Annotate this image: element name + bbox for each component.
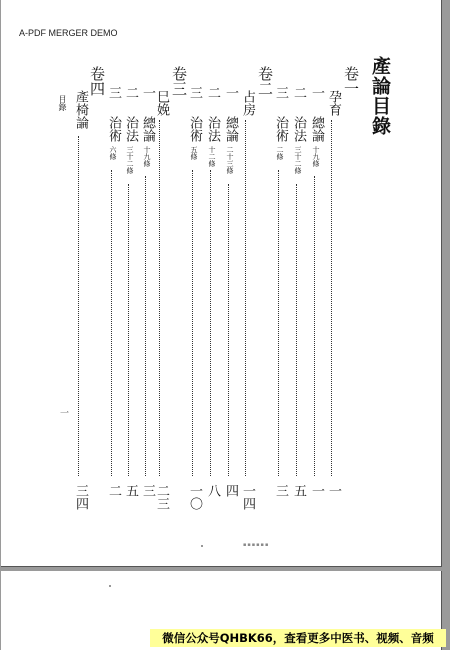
toc-entry-note: 二條 [276, 146, 284, 160]
promo-banner: 微信公众号QHBK66，查看更多中医书、视频、音频 [150, 629, 446, 647]
toc-entry-note: 六條 [109, 146, 117, 160]
toc-page-number: 一四 [240, 484, 255, 510]
toc-entry-note: 二十三條 [226, 146, 234, 174]
toc-entry-note: 三十二條 [294, 146, 302, 174]
toc-entry-text: 總論 [223, 116, 238, 142]
watermark: A-PDF MERGER DEMO [19, 28, 118, 38]
toc-leader [111, 170, 112, 476]
toc-leader [145, 176, 146, 476]
toc-page-number: 五 [123, 484, 138, 497]
toc-entry-number: 二 [123, 86, 138, 99]
toc-page-number: 五 [291, 484, 306, 497]
page-speck [201, 545, 203, 547]
toc-page-number: 三 [273, 484, 288, 497]
toc-page-number: 四 [223, 484, 238, 497]
toc-entry-text: 總論 [309, 116, 324, 142]
toc-page-number: 三四 [73, 484, 88, 510]
document-page [1, 0, 442, 567]
toc-entry-note: 十二條 [208, 146, 216, 167]
toc-page-number: 一〇 [187, 484, 202, 510]
toc-page-number: 一 [309, 484, 324, 497]
toc-entry-number: 三 [273, 86, 288, 99]
toc-entry-text: 治法 [123, 116, 138, 142]
toc-entry-note: 五條 [190, 146, 198, 160]
toc-entry-text: 孕育 [326, 90, 341, 116]
toc-leader [314, 176, 315, 476]
toc-title: 產論目錄 [369, 56, 391, 136]
toc-entry-text: 治法 [291, 116, 306, 142]
page-speck [109, 585, 111, 587]
toc-entry-number: 三 [106, 86, 121, 99]
toc-entry-text: 占房 [240, 90, 255, 116]
toc-entry-number: 二 [291, 86, 306, 99]
toc-entry-number: 一 [223, 86, 238, 99]
volume-heading: 卷四 [88, 66, 106, 96]
toc-leader [128, 184, 129, 476]
toc-leader [159, 120, 160, 476]
toc-entry-note: 十九條 [143, 146, 151, 167]
toc-side-label: 目錄 [58, 95, 67, 111]
toc-page-number: 八 [205, 484, 220, 497]
page-footer-smudge: ▪▪▪▪▪▪ [243, 542, 270, 548]
toc-leader [210, 170, 211, 476]
toc-entry-text: 治術 [106, 116, 121, 142]
toc-entry-text: 巳娩 [154, 90, 169, 116]
volume-heading: 卷二 [256, 66, 274, 96]
toc-entry-number: 一 [309, 86, 324, 99]
toc-leader [228, 184, 229, 476]
toc-side-mark: 一 [58, 408, 68, 417]
toc-page-number: 三 [140, 484, 155, 497]
toc-page-number: 二三 [154, 484, 169, 510]
toc-entry-text: 總論 [140, 116, 155, 142]
toc-leader [245, 120, 246, 476]
toc-entry-text: 治法 [205, 116, 220, 142]
toc-entry-number: 二 [205, 86, 220, 99]
toc-page-number: 一 [326, 484, 341, 497]
toc-entry-number: 三 [187, 86, 202, 99]
toc-leader [296, 184, 297, 476]
toc-page-number: 二 [106, 484, 121, 497]
toc-leader [278, 170, 279, 476]
toc-leader [78, 136, 79, 476]
toc-entry-number: 一 [140, 86, 155, 99]
toc-entry-text: 治術 [273, 116, 288, 142]
volume-heading: 卷三 [170, 66, 188, 96]
volume-heading: 卷一 [342, 66, 360, 96]
toc-entry-text: 產椅論 [73, 90, 88, 129]
toc-entry-note: 三十二條 [126, 146, 134, 174]
toc-leader [331, 120, 332, 476]
toc-leader [192, 170, 193, 476]
toc-entry-note: 十九條 [312, 146, 320, 167]
toc-entry-text: 治術 [187, 116, 202, 142]
